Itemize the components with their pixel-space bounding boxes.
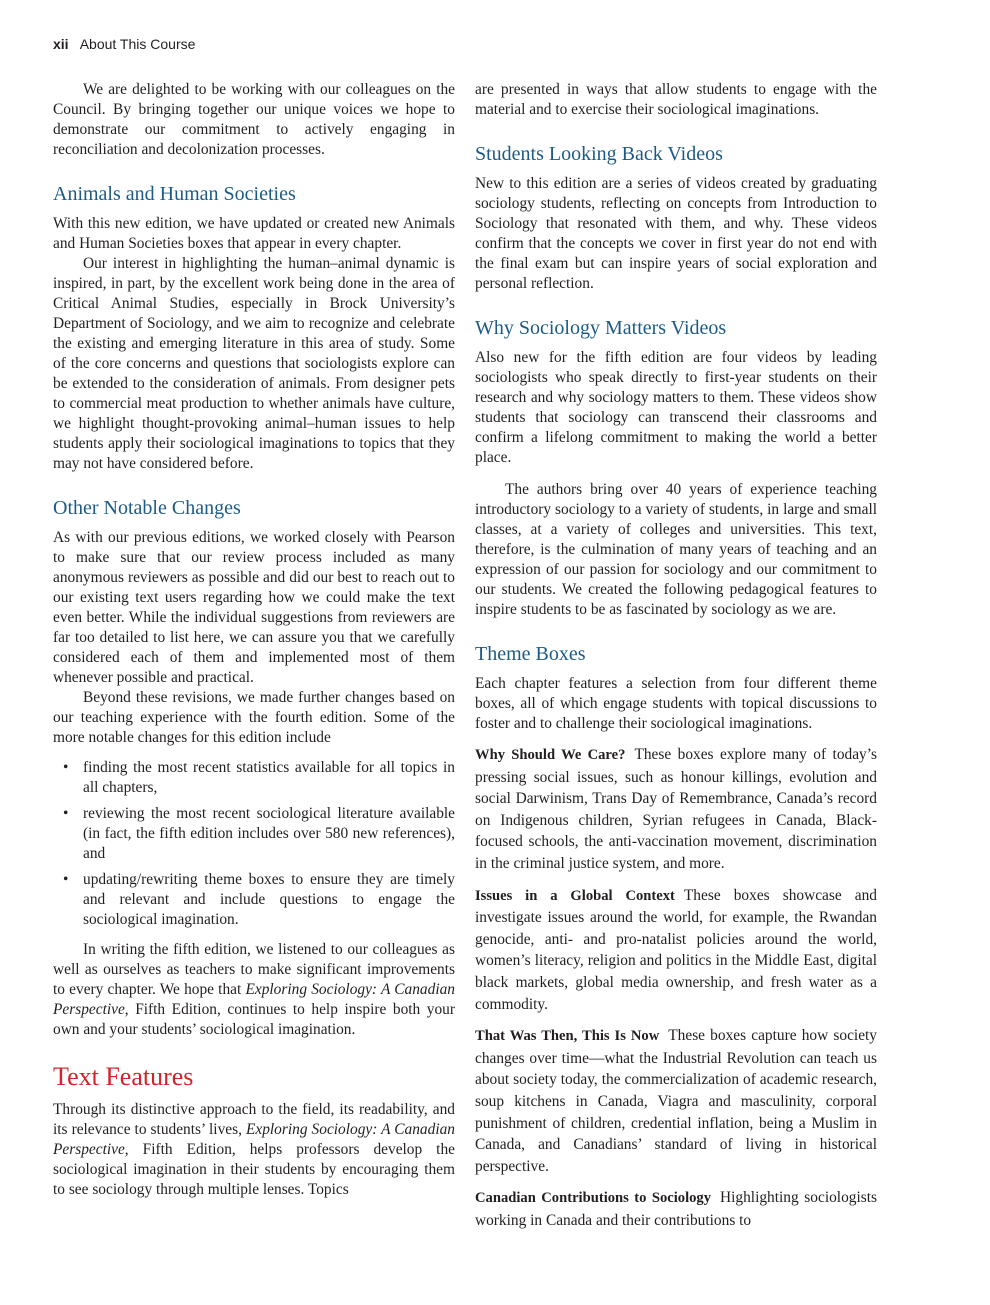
page-number: xii (53, 36, 69, 52)
theme-boxes-paragraph: Each chapter features a selection from four different theme boxes, all of which engage students with topical discussions to foster and to challenge their sociological imaginations. (475, 675, 877, 732)
sociology-matters-heading: Why Sociology Matters Videos (475, 317, 727, 339)
theme-box-why-care: Why Should We Care? These boxes explore many of today’s pressing social issues, such as honour killings, evolution and social Darwinism, Trans Day of Remembrance, Canada’s record on Indigenous children, Syrian refugees in Canada, Black-focused schools, the anti-vaccination movement, discrimination in the criminal justice system, and more. (475, 746, 877, 872)
looking-back-heading: Students Looking Back Videos (475, 143, 723, 165)
sociology-matters-paragraph: Also new for the fifth edition are four videos by leading sociologists who speak directly to first-year students on their research and why sociology matters to them. These videos show students that sociology can transcend their classrooms and confirm a lifelong commitment to making the world a better place. (475, 349, 877, 466)
looking-back-paragraph: New to this edition are a series of videos created by graduating sociology students, reflecting on concepts from Introduction to Sociology that resonated with them, and why. These videos confirm that the concepts we cover in first year do not end with the final exam but can inspire years of social exploration and personal reflection. (475, 175, 877, 292)
theme-box-global-context: Issues in a Global Context These boxes showcase and investigate issues around the world, for example, the Rwandan genocide, anti- and pro-natalist policies around the world, women’s literacy, religion and politics in the Middle East, digital black markets, global media ownership, and fresh water as a commodity. (475, 886, 877, 1013)
other-changes-heading: Other Notable Changes (53, 497, 241, 519)
continued-paragraph: are presented in ways that allow students to engage with the material and to exercise their sociological imaginations. (475, 81, 877, 118)
bullet-icon: • (63, 871, 69, 888)
theme-box-list (475, 744, 877, 1231)
changes-list (53, 758, 455, 930)
running-title: About This Course (79, 36, 196, 52)
running-head (53, 36, 195, 52)
list-item: • updating/rewriting theme boxes to ensure they are timely and relevant and include questions to engage the sociological imagination. (63, 871, 455, 928)
list-item: • finding the most recent statistics available for all topics in all chapters, (63, 759, 455, 796)
list-item: • reviewing the most recent sociological literature available (in fact, the fifth edition includes over 580 new references), and (63, 805, 455, 862)
fifth-edition-paragraph: In writing the fifth edition, we listened to our colleagues as well as ourselves as teachers to make significant improvements to every chapter. We hope that Exploring Sociology: A Canadian Perspective, Fifth Edition, continues to help inspire both your own and your students’ sociological imagination. (53, 941, 455, 1038)
bullet-icon: • (63, 759, 69, 776)
bullet-icon: • (63, 805, 69, 822)
other-changes-paragraph-2: Beyond these revisions, we made further changes based on our teaching experience with the fourth edition. Some of the more notable changes for this edition include (53, 689, 455, 746)
text-features-paragraph: Through its distinctive approach to the field, its readability, and its relevance to students’ lives, Exploring Sociology: A Canadian Perspective, Fifth Edition, helps professors develop the sociological imagination in their students by encouraging them to see sociology through multiple lenses. Topics (53, 1101, 455, 1198)
left-column (53, 80, 455, 1200)
theme-box-canadian-contributions: Canadian Contributions to Sociology Highlighting sociologists working in Canada and their contributions to (475, 1189, 877, 1229)
right-column (475, 80, 877, 1231)
other-changes-paragraph-1: As with our previous editions, we worked closely with Pearson to make sure that our review process included as many anonymous reviewers as possible and did our best to reach out to our existing text users regarding how we could make the text even better. While the individual suggestions from reviewers are far too detailed to list here, we can assure you that we carefully considered each of them and implemented most of them whenever possible and practical. (53, 529, 455, 686)
animals-heading: Animals and Human Societies (53, 183, 296, 205)
council-paragraph: We are delighted to be working with our colleagues on the Council. By bringing together our unique voices we hope to demonstrate our commitment to actively engaging in reconciliation and decolonization processes. (53, 81, 455, 158)
animals-paragraph-1: With this new edition, we have updated or created new Animals and Human Societies boxes that appear in every chapter. (53, 215, 455, 252)
animals-paragraph-2: Our interest in highlighting the human–animal dynamic is inspired, in part, by the excellent work being done in the area of Critical Animal Studies, especially in Brock University’s Department of Sociology, and we aim to recognize and celebrate the existing and emerging literature in this area of study. Some of the core concerns and questions that sociologists explore can be extended to the consideration of animals. From designer pets to commercial meat production to whether animals have culture, we highlight thought-provoking animal–human issues to help students apply their sociological imaginations to topics that they may not have considered before. (53, 255, 455, 472)
theme-boxes-heading: Theme Boxes (475, 643, 586, 665)
authors-paragraph: The authors bring over 40 years of experience teaching introductory sociology to a variety of students, in large and small classes, at a variety of colleges and universities. This text, therefore, is the culmination of many years of teaching and an expression of our passion for sociology and our commitment to our students. We created the following pedagogical features to inspire students to be as fascinated by sociology as we are. (475, 481, 877, 618)
theme-box-then-now: That Was Then, This Is Now These boxes capture how society changes over time—what the Industrial Revolution can teach us about society today, the commercialization of academic research, soup kitchens in Canada, Viagra and masculinity, corporal punishment of children, credential inflation, being a Muslim in Canada, and Canadians’ standard of living in historical perspective. (475, 1027, 877, 1175)
text-features-heading: Text Features (53, 1062, 194, 1091)
